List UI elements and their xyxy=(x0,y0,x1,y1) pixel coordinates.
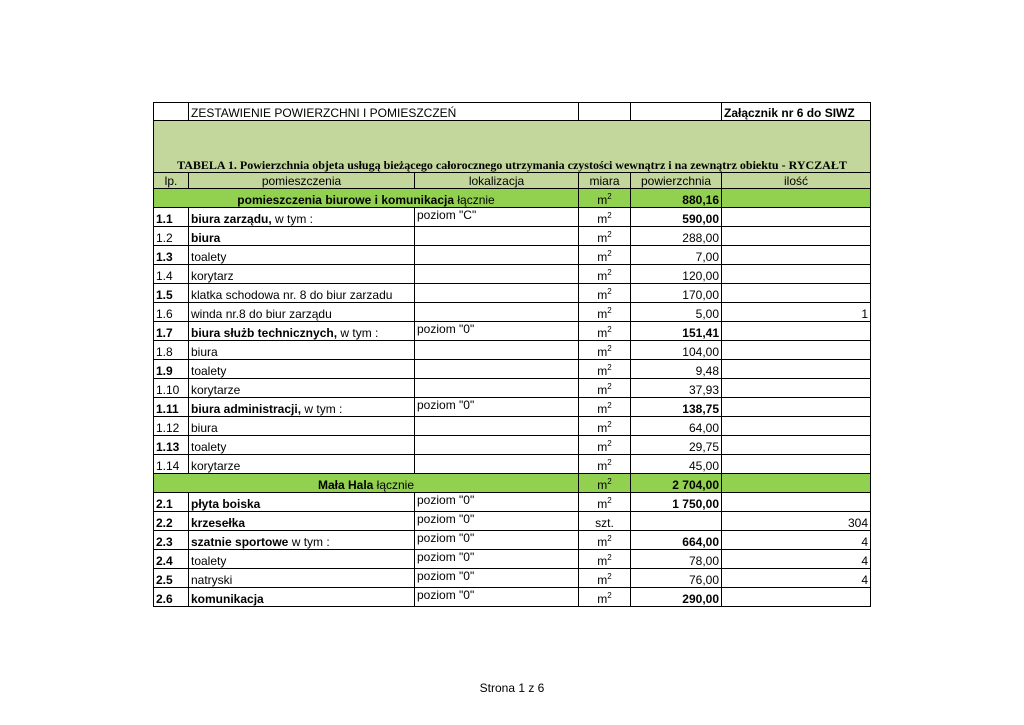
unit-cell xyxy=(579,398,631,417)
section-row xyxy=(154,189,871,208)
area-cell: 29,75 xyxy=(631,436,722,455)
room-name-rest: w tym : xyxy=(271,212,314,226)
unit-text: m xyxy=(597,364,608,378)
unit-text: m xyxy=(597,402,608,416)
qty-cell xyxy=(722,379,871,398)
table-title: TABELA 1. Powierzchnia objeta usługą bieżącego całorocznego utrzymania czystości wewnątrz i na zewnątrz obiektu - RYCZAŁT xyxy=(154,121,871,173)
unit-cell xyxy=(579,379,631,398)
qty-cell xyxy=(722,455,871,474)
qty-cell xyxy=(722,322,871,341)
unit-text: m xyxy=(597,326,608,340)
unit-cell xyxy=(579,341,631,360)
area-cell: 7,00 xyxy=(631,246,722,265)
qty-cell xyxy=(722,436,871,455)
unit-text: m xyxy=(597,554,608,568)
unit-cell xyxy=(579,189,631,208)
room-name-bold: biura zarządu, xyxy=(191,212,272,226)
unit-cell xyxy=(579,360,631,379)
room-name-rest: biura xyxy=(191,345,218,359)
area-cell: 104,00 xyxy=(631,341,722,360)
area-cell: 120,00 xyxy=(631,265,722,284)
title-row xyxy=(154,121,871,173)
room-name-rest: korytarze xyxy=(191,459,241,473)
table-row xyxy=(154,531,871,550)
empty-cell xyxy=(579,103,631,121)
room-name xyxy=(189,284,415,303)
location-cell xyxy=(415,417,579,436)
row-number: 2.6 xyxy=(154,588,189,607)
unit-cell xyxy=(579,208,631,227)
area-cell: 76,00 xyxy=(631,569,722,588)
room-name xyxy=(189,265,415,284)
section-label-rest: łącznie xyxy=(454,193,495,207)
qty-cell: 4 xyxy=(722,550,871,569)
col-header-area: powierzchnia xyxy=(631,173,722,189)
unit-exponent: 2 xyxy=(607,230,612,239)
unit-text: m xyxy=(597,497,608,511)
col-header-room: pomieszczenia xyxy=(189,173,415,189)
unit-cell xyxy=(579,303,631,322)
unit-exponent: 2 xyxy=(607,192,612,201)
room-name xyxy=(189,512,415,531)
unit-exponent: 2 xyxy=(607,306,612,315)
unit-cell xyxy=(579,246,631,265)
unit-cell xyxy=(579,474,631,493)
row-number: 1.3 xyxy=(154,246,189,265)
unit-text: m xyxy=(597,535,608,549)
room-name-bold: biura służb technicznych, xyxy=(191,326,338,340)
unit-exponent: 2 xyxy=(607,439,612,448)
row-number: 1.13 xyxy=(154,436,189,455)
qty-cell xyxy=(722,417,871,436)
row-number: 2.3 xyxy=(154,531,189,550)
attachment-label: Załącznik nr 6 do SIWZ xyxy=(722,103,871,121)
room-name xyxy=(189,493,415,512)
room-name xyxy=(189,303,415,322)
location-cell xyxy=(415,265,579,284)
qty-cell xyxy=(722,284,871,303)
qty-cell xyxy=(722,208,871,227)
table-row xyxy=(154,512,871,531)
table-row xyxy=(154,265,871,284)
room-name xyxy=(189,227,415,246)
room-name-rest: toalety xyxy=(191,554,227,568)
room-name-rest: korytarz xyxy=(191,269,234,283)
table-row xyxy=(154,379,871,398)
unit-exponent: 2 xyxy=(607,553,612,562)
unit-cell xyxy=(579,512,631,531)
col-header-qty: ilość xyxy=(722,173,871,189)
section-label xyxy=(154,189,579,208)
room-name xyxy=(189,436,415,455)
area-cell xyxy=(631,512,722,531)
row-number: 1.11 xyxy=(154,398,189,417)
qty-cell xyxy=(722,246,871,265)
table-row xyxy=(154,550,871,569)
area-cell: 5,00 xyxy=(631,303,722,322)
qty-cell xyxy=(722,493,871,512)
unit-cell xyxy=(579,322,631,341)
table-row xyxy=(154,246,871,265)
unit-exponent: 2 xyxy=(607,591,612,600)
unit-cell xyxy=(579,417,631,436)
room-name-bold: krzesełka xyxy=(191,516,246,530)
row-number: 1.9 xyxy=(154,360,189,379)
room-name xyxy=(189,569,415,588)
unit-text: m xyxy=(597,592,608,606)
area-cell: 1 750,00 xyxy=(631,493,722,512)
page-footer: Strona 1 z 6 xyxy=(479,681,545,695)
location-cell xyxy=(415,341,579,360)
table-row xyxy=(154,417,871,436)
location-cell: poziom "0" xyxy=(415,512,579,531)
room-name xyxy=(189,455,415,474)
room-name xyxy=(189,379,415,398)
room-name xyxy=(189,322,415,341)
qty-cell: 4 xyxy=(722,569,871,588)
room-name-bold: szatnie sportowe xyxy=(191,535,289,549)
room-name xyxy=(189,360,415,379)
room-name-rest: w tym : xyxy=(337,326,379,340)
qty-cell: 1 xyxy=(722,303,871,322)
room-name xyxy=(189,531,415,550)
area-cell: 170,00 xyxy=(631,284,722,303)
unit-text: m xyxy=(597,459,608,473)
area-cell: 9,48 xyxy=(631,360,722,379)
unit-cell xyxy=(579,493,631,512)
room-name xyxy=(189,246,415,265)
location-cell xyxy=(415,227,579,246)
table-row xyxy=(154,303,871,322)
room-name xyxy=(189,398,415,417)
section-label xyxy=(154,474,579,493)
room-name xyxy=(189,341,415,360)
unit-exponent: 2 xyxy=(607,249,612,258)
location-cell xyxy=(415,455,579,474)
area-cell: 138,75 xyxy=(631,398,722,417)
qty-cell xyxy=(722,360,871,379)
header-row xyxy=(154,103,871,121)
table-row xyxy=(154,588,871,607)
unit-text: m xyxy=(597,231,608,245)
area-cell: 590,00 xyxy=(631,208,722,227)
empty-cell xyxy=(154,103,189,121)
location-cell xyxy=(415,360,579,379)
empty-cell xyxy=(722,189,871,208)
area-cell: 288,00 xyxy=(631,227,722,246)
unit-cell xyxy=(579,455,631,474)
area-cell: 151,41 xyxy=(631,322,722,341)
unit-exponent: 2 xyxy=(607,268,612,277)
area-cell: 290,00 xyxy=(631,588,722,607)
qty-cell: 304 xyxy=(722,512,871,531)
row-number: 1.8 xyxy=(154,341,189,360)
section-total-area: 2 704,00 xyxy=(631,474,722,493)
section-total-area: 880,16 xyxy=(631,189,722,208)
unit-exponent: 2 xyxy=(607,458,612,467)
room-name xyxy=(189,550,415,569)
row-number: 1.7 xyxy=(154,322,189,341)
unit-text: m xyxy=(597,383,608,397)
unit-text: m xyxy=(597,193,608,207)
row-number: 1.14 xyxy=(154,455,189,474)
location-cell xyxy=(415,436,579,455)
unit-exponent: 2 xyxy=(607,534,612,543)
row-number: 1.6 xyxy=(154,303,189,322)
room-name-rest: toalety xyxy=(191,440,227,454)
room-name xyxy=(189,588,415,607)
room-name-rest: korytarze xyxy=(191,383,241,397)
room-name-rest: natryski xyxy=(191,573,233,587)
unit-text: m xyxy=(597,345,608,359)
location-cell: poziom "C" xyxy=(415,208,579,227)
room-name-rest: winda nr.8 do biur zarządu xyxy=(191,307,332,321)
unit-text: m xyxy=(597,288,608,302)
empty-cell xyxy=(722,474,871,493)
section-label-rest: łącznie xyxy=(373,478,415,492)
table-row xyxy=(154,227,871,246)
qty-cell xyxy=(722,588,871,607)
row-number: 1.5 xyxy=(154,284,189,303)
unit-exponent: 2 xyxy=(607,420,612,429)
unit-text: m xyxy=(597,307,608,321)
location-cell: poziom "0" xyxy=(415,588,579,607)
room-name-rest: klatka schodowa nr. 8 do biur zarzadu xyxy=(191,288,393,302)
unit-exponent: 2 xyxy=(607,401,612,410)
row-number: 1.12 xyxy=(154,417,189,436)
row-number: 2.1 xyxy=(154,493,189,512)
room-name-rest: w tym : xyxy=(288,535,330,549)
unit-exponent: 2 xyxy=(607,287,612,296)
unit-cell xyxy=(579,284,631,303)
unit-text: m xyxy=(597,478,608,492)
location-cell xyxy=(415,246,579,265)
room-name xyxy=(189,417,415,436)
table-row xyxy=(154,208,871,227)
unit-exponent: 2 xyxy=(607,325,612,334)
col-header-unit: miara xyxy=(579,173,631,189)
section-row xyxy=(154,474,871,493)
location-cell: poziom "0" xyxy=(415,493,579,512)
location-cell: poziom "0" xyxy=(415,398,579,417)
qty-cell xyxy=(722,265,871,284)
col-header-lp: lp. xyxy=(154,173,189,189)
table-row xyxy=(154,284,871,303)
col-header-location: lokalizacja xyxy=(415,173,579,189)
room-name-rest: biura xyxy=(191,421,218,435)
unit-text: szt. xyxy=(595,516,614,530)
table-row xyxy=(154,398,871,417)
room-name xyxy=(189,208,415,227)
row-number: 1.1 xyxy=(154,208,189,227)
unit-text: m xyxy=(597,250,608,264)
room-name-rest: w tym : xyxy=(301,402,343,416)
unit-cell xyxy=(579,569,631,588)
room-name-bold: płyta boiska xyxy=(191,497,261,511)
area-cell: 64,00 xyxy=(631,417,722,436)
location-cell: poziom "0" xyxy=(415,531,579,550)
table-row xyxy=(154,360,871,379)
location-cell xyxy=(415,284,579,303)
location-cell xyxy=(415,379,579,398)
row-number: 1.10 xyxy=(154,379,189,398)
unit-text: m xyxy=(597,421,608,435)
unit-text: m xyxy=(597,212,608,226)
row-number: 2.4 xyxy=(154,550,189,569)
unit-exponent: 2 xyxy=(607,496,612,505)
location-cell: poziom "0" xyxy=(415,550,579,569)
unit-text: m xyxy=(597,573,608,587)
unit-exponent: 2 xyxy=(607,344,612,353)
unit-text: m xyxy=(597,269,608,283)
empty-cell xyxy=(631,103,722,121)
doc-title: ZESTAWIENIE POWIERZCHNI I POMIESZCZEŃ xyxy=(189,103,579,121)
column-header-row xyxy=(154,173,871,189)
room-name-bold: biura administracji, xyxy=(191,402,302,416)
area-cell: 37,93 xyxy=(631,379,722,398)
unit-text: m xyxy=(597,440,608,454)
table-row xyxy=(154,493,871,512)
table-row xyxy=(154,341,871,360)
unit-cell xyxy=(579,588,631,607)
location-cell: poziom "0" xyxy=(415,569,579,588)
section-label-bold: pomieszczenia biurowe i komunikacja xyxy=(237,193,455,207)
row-number: 1.4 xyxy=(154,265,189,284)
table-row xyxy=(154,322,871,341)
area-cell: 45,00 xyxy=(631,455,722,474)
unit-exponent: 2 xyxy=(607,477,612,486)
room-name-rest: toalety xyxy=(191,250,227,264)
area-cell: 78,00 xyxy=(631,550,722,569)
qty-cell xyxy=(722,341,871,360)
unit-exponent: 2 xyxy=(607,211,612,220)
qty-cell xyxy=(722,398,871,417)
table-row xyxy=(154,455,871,474)
row-number: 1.2 xyxy=(154,227,189,246)
qty-cell: 4 xyxy=(722,531,871,550)
unit-cell xyxy=(579,227,631,246)
room-name-rest: toalety xyxy=(191,364,227,378)
unit-cell xyxy=(579,531,631,550)
location-cell: poziom "0" xyxy=(415,322,579,341)
room-name-bold: komunikacja xyxy=(191,592,264,606)
unit-exponent: 2 xyxy=(607,572,612,581)
table-row xyxy=(154,436,871,455)
qty-cell xyxy=(722,227,871,246)
location-cell xyxy=(415,303,579,322)
area-table xyxy=(153,102,871,607)
row-number: 2.5 xyxy=(154,569,189,588)
unit-cell xyxy=(579,550,631,569)
table-row xyxy=(154,569,871,588)
room-name-bold: biura xyxy=(191,231,221,245)
section-label-bold: Mała Hala xyxy=(317,478,374,492)
row-number: 2.2 xyxy=(154,512,189,531)
unit-cell xyxy=(579,265,631,284)
unit-exponent: 2 xyxy=(607,363,612,372)
area-cell: 664,00 xyxy=(631,531,722,550)
unit-exponent: 2 xyxy=(607,382,612,391)
unit-cell xyxy=(579,436,631,455)
